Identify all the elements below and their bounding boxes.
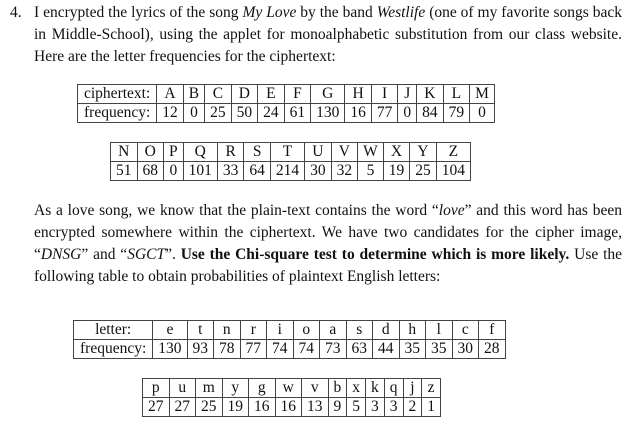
letter-cell: S — [244, 143, 271, 162]
value-cell: 50 — [231, 104, 258, 123]
value-cell: 9 — [328, 398, 347, 417]
value-cell: 84 — [417, 104, 444, 123]
value-cell: 0 — [398, 104, 417, 123]
letter-cell: Z — [436, 143, 470, 162]
letter-cell: V — [331, 143, 358, 162]
ciphertext-frequency-table-2 — [110, 142, 471, 181]
letter-cell: k — [366, 379, 385, 398]
value-row — [78, 104, 495, 123]
letter-cell: a — [320, 321, 347, 340]
value-cell: 32 — [331, 162, 358, 181]
value-cell: 0 — [470, 104, 495, 123]
letter-cell: R — [217, 143, 244, 162]
letter-cell: O — [137, 143, 164, 162]
text: ” and this word has been encrypted somewhere within the ciphertext. We have two candidates for the cipher image, “ — [34, 202, 622, 263]
value-cell: 16 — [345, 104, 372, 123]
value-cell: 63 — [346, 340, 373, 359]
value-cell: 74 — [267, 340, 294, 359]
letter-cell: c — [452, 321, 479, 340]
problem-number: 4. — [10, 4, 22, 21]
value-cell: 61 — [284, 104, 311, 123]
letter-cell: l — [426, 321, 453, 340]
text: ” and “ — [81, 246, 128, 263]
letter-row — [143, 379, 441, 398]
value-row-label: frequency: — [74, 340, 153, 359]
value-cell: 0 — [183, 104, 204, 123]
value-cell: 101 — [183, 162, 217, 181]
letter-cell: K — [417, 85, 444, 104]
letter-cell: x — [347, 379, 366, 398]
letter-cell: W — [358, 143, 384, 162]
letter-cell: j — [403, 379, 422, 398]
letter-cell: M — [470, 85, 495, 104]
letter-cell: m — [196, 379, 223, 398]
candidate-2: SGCT — [127, 246, 166, 263]
value-cell: 79 — [443, 104, 470, 123]
letter-cell: Q — [183, 143, 217, 162]
candidate-1: DNSG — [40, 246, 82, 263]
letter-row — [74, 321, 506, 340]
value-cell: 27 — [143, 398, 170, 417]
letter-cell: A — [157, 85, 184, 104]
value-cell: 2 — [403, 398, 422, 417]
letter-cell: G — [311, 85, 345, 104]
body-paragraph — [34, 200, 622, 288]
letter-cell: C — [205, 85, 232, 104]
value-cell: 33 — [217, 162, 244, 181]
value-cell: 5 — [358, 162, 384, 181]
letter-cell: u — [169, 379, 196, 398]
text: I encrypted the lyrics of the song — [34, 4, 243, 21]
letter-cell: E — [258, 85, 285, 104]
letter-cell: b — [328, 379, 347, 398]
letter-cell: o — [293, 321, 320, 340]
letter-cell: v — [302, 379, 329, 398]
value-cell: 73 — [320, 340, 347, 359]
letter-row — [78, 85, 495, 104]
value-cell: 25 — [205, 104, 232, 123]
letter-cell: h — [399, 321, 426, 340]
letter-row-label: ciphertext: — [78, 85, 157, 104]
text: by the band — [296, 4, 377, 21]
value-cell: 74 — [293, 340, 320, 359]
value-cell: 35 — [399, 340, 426, 359]
letter-cell: B — [183, 85, 204, 104]
text: Use the following table to obtain probabilities of plaintext English letters: — [34, 246, 623, 285]
value-cell: 1 — [422, 398, 441, 417]
value-cell: 130 — [153, 340, 187, 359]
letter-cell: T — [270, 143, 304, 162]
instruction: Use the Chi-square test to determine which is more likely. — [180, 246, 570, 263]
value-cell: 77 — [371, 104, 398, 123]
letter-cell: H — [345, 85, 372, 104]
letter-cell: J — [398, 85, 417, 104]
value-cell: 51 — [111, 162, 138, 181]
value-cell: 130 — [311, 104, 345, 123]
english-frequency-table-1 — [73, 320, 506, 359]
letter-row-label: letter: — [74, 321, 153, 340]
value-cell: 16 — [249, 398, 276, 417]
letter-cell: z — [422, 379, 441, 398]
value-cell: 0 — [164, 162, 184, 181]
letter-cell: n — [214, 321, 241, 340]
value-cell: 28 — [479, 340, 506, 359]
value-cell: 93 — [187, 340, 214, 359]
letter-cell: Y — [410, 143, 437, 162]
value-cell: 16 — [275, 398, 302, 417]
letter-cell: N — [111, 143, 138, 162]
text: (one of my favorite songs back in Middle-School), using the applet for monoalphabetic substitution from our class website. Here are the letter frequencies for the ciphertext: — [34, 4, 622, 65]
value-cell: 30 — [305, 162, 332, 181]
letter-cell: f — [479, 321, 506, 340]
letter-cell: w — [275, 379, 302, 398]
song-title: My Love — [242, 4, 297, 21]
letter-cell: L — [443, 85, 470, 104]
letter-cell: r — [240, 321, 267, 340]
letter-cell: d — [373, 321, 400, 340]
letter-cell: p — [143, 379, 170, 398]
letter-cell: e — [153, 321, 187, 340]
value-cell: 3 — [366, 398, 385, 417]
value-cell: 68 — [137, 162, 164, 181]
value-cell: 25 — [410, 162, 437, 181]
value-cell: 214 — [270, 162, 304, 181]
letter-cell: t — [187, 321, 214, 340]
text: As a love song, we know that the plain-text contains the word “ — [34, 202, 439, 219]
value-row — [143, 398, 441, 417]
letter-cell: U — [305, 143, 332, 162]
text: ”. — [165, 246, 181, 263]
ciphertext-frequency-table-1 — [77, 84, 495, 123]
letter-cell: y — [222, 379, 249, 398]
value-cell: 5 — [347, 398, 366, 417]
value-cell: 19 — [383, 162, 410, 181]
value-cell: 44 — [373, 340, 400, 359]
value-row — [74, 340, 506, 359]
letter-cell: g — [249, 379, 276, 398]
value-cell: 64 — [244, 162, 271, 181]
value-cell: 24 — [258, 104, 285, 123]
value-cell: 12 — [157, 104, 184, 123]
value-cell: 27 — [169, 398, 196, 417]
value-cell: 77 — [240, 340, 267, 359]
letter-cell: I — [371, 85, 398, 104]
letter-cell: F — [284, 85, 311, 104]
value-cell: 3 — [384, 398, 403, 417]
value-cell: 78 — [214, 340, 241, 359]
intro-paragraph — [34, 2, 622, 68]
letter-cell: D — [231, 85, 258, 104]
value-cell: 35 — [426, 340, 453, 359]
letter-cell: i — [267, 321, 294, 340]
value-cell: 104 — [436, 162, 470, 181]
word-love: love — [438, 202, 465, 219]
letter-cell: q — [384, 379, 403, 398]
letter-cell: X — [383, 143, 410, 162]
english-frequency-table-2 — [142, 378, 441, 417]
letter-cell: s — [346, 321, 373, 340]
value-row — [111, 162, 471, 181]
value-cell: 19 — [222, 398, 249, 417]
value-cell: 13 — [302, 398, 329, 417]
value-cell: 25 — [196, 398, 223, 417]
letter-row — [111, 143, 471, 162]
value-row-label: frequency: — [78, 104, 157, 123]
value-cell: 30 — [452, 340, 479, 359]
band-name: Westlife — [376, 4, 426, 21]
letter-cell: P — [164, 143, 184, 162]
